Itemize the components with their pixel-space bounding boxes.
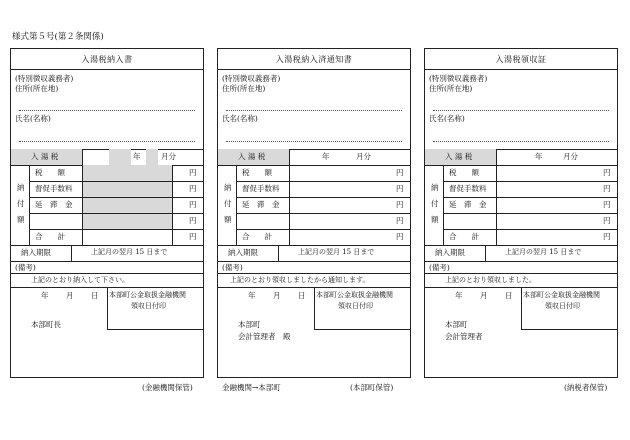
address-label: 住所(所在地) — [222, 84, 266, 93]
bank-stamp-label: 本部町公金取扱金融機関 — [523, 291, 600, 299]
remark-text: 上記のとおり納入して下さい。 — [31, 276, 129, 284]
address-line — [19, 110, 195, 111]
yen-unit: 円 — [396, 200, 404, 209]
amount-char: 額 — [17, 215, 25, 224]
slip-title: 入湯税領収証 — [495, 55, 547, 64]
yen-unit: 円 — [189, 200, 197, 209]
receipt-date-stamp-label: 領収日付印 — [545, 302, 580, 310]
remark-text: 上記のとおり領収しましたから通知します。 — [230, 276, 370, 284]
address-label: 住所(所在地) — [15, 84, 59, 93]
name-label: 氏名(名称) — [222, 114, 258, 123]
row-label: 延 滞 金 — [35, 200, 73, 209]
yen-unit: 円 — [189, 168, 197, 177]
due-label: 納入期限 — [21, 248, 51, 257]
name-label: 氏名(名称) — [429, 114, 465, 123]
slip-title: 入湯税納入書 — [81, 55, 133, 64]
signer-line: 会計管理者 — [445, 332, 483, 341]
date-year: 年 — [248, 291, 256, 300]
row-label: 督促手数料 — [35, 184, 73, 193]
name-label: 氏名(名称) — [15, 114, 51, 123]
date-day: 日 — [298, 291, 306, 300]
due-text: 上記月の翌月 15 日まで — [298, 248, 375, 256]
date-year: 年 — [455, 291, 463, 300]
receipt-date-stamp-label: 領収日付印 — [131, 302, 166, 310]
taxpayer-label: (特別徴収義務者) — [222, 74, 281, 83]
date-month: 月 — [273, 291, 281, 300]
month-period-label: 月分 — [356, 152, 371, 161]
row-label: 延 滞 金 — [449, 200, 487, 209]
name-line — [19, 141, 195, 142]
bank-stamp-label: 本部町公金取扱金融機関 — [109, 291, 186, 299]
row-label: 税 額 — [35, 168, 65, 177]
due-label: 納入期限 — [228, 248, 258, 257]
amount-char: 額 — [224, 215, 232, 224]
taxpayer-label: (特別徴収義務者) — [429, 74, 488, 83]
yen-unit: 円 — [603, 232, 611, 241]
date-month: 月 — [480, 291, 488, 300]
divider — [11, 69, 203, 70]
yen-unit: 円 — [396, 232, 404, 241]
yen-unit: 円 — [396, 216, 404, 225]
taxpayer-label: (特別徴収義務者) — [15, 74, 74, 83]
amount-char: 付 — [431, 199, 439, 208]
date-day: 日 — [505, 291, 513, 300]
slip-receipt — [424, 48, 618, 378]
remarks-label: (備考) — [222, 263, 243, 272]
footer-storage-note: (納税者保管) — [564, 383, 608, 392]
amount-char: 納 — [224, 183, 232, 192]
date-day: 日 — [91, 291, 99, 300]
amount-char: 額 — [431, 215, 439, 224]
row-label: 合 計 — [449, 232, 479, 241]
yen-unit: 円 — [603, 216, 611, 225]
yen-unit: 円 — [603, 184, 611, 193]
due-label: 納入期限 — [435, 248, 465, 257]
date-year: 年 — [41, 291, 49, 300]
due-text: 上記月の翌月 15 日まで — [91, 248, 168, 256]
form-number: 様式第５号(第２条関係) — [12, 32, 104, 42]
yen-unit: 円 — [189, 216, 197, 225]
yen-unit: 円 — [603, 200, 611, 209]
slip-payment-form — [10, 48, 204, 378]
slip-title: 入湯税納入済通知書 — [275, 55, 353, 64]
slip-payment-notice — [217, 48, 411, 378]
yen-unit: 円 — [396, 168, 404, 177]
date-month: 月 — [66, 291, 74, 300]
row-label: 税 額 — [242, 168, 272, 177]
amount-char: 付 — [224, 199, 232, 208]
bank-stamp-label: 本部町公金取扱金融機関 — [316, 291, 393, 299]
year-label: 年 — [322, 152, 330, 161]
signer-line: 会計管理者 殿 — [238, 332, 291, 341]
footer-storage-note: (金融機関保管) — [142, 383, 193, 392]
yen-unit: 円 — [603, 168, 611, 177]
yen-unit: 円 — [396, 184, 404, 193]
yen-unit: 円 — [189, 232, 197, 241]
receipt-date-stamp-label: 領収日付印 — [338, 302, 373, 310]
signer-line: 本部町 — [238, 320, 261, 329]
amount-char: 納 — [431, 183, 439, 192]
amount-char: 付 — [17, 199, 25, 208]
tax-label: 入 湯 税 — [31, 152, 59, 161]
due-text: 上記月の翌月 15 日まで — [505, 248, 582, 256]
row-label: 合 計 — [35, 232, 65, 241]
footer-routing-note: 金融機関→本部町 — [222, 383, 281, 392]
tax-label: 入 湯 税 — [445, 152, 473, 161]
address-label: 住所(所在地) — [429, 84, 473, 93]
year-label: 年 — [133, 152, 141, 161]
yen-unit: 円 — [189, 184, 197, 193]
row-label: 延 滞 金 — [242, 200, 280, 209]
remarks-label: (備考) — [15, 263, 36, 272]
tax-label: 入 湯 税 — [238, 152, 266, 161]
amount-char: 納 — [17, 183, 25, 192]
row-label: 合 計 — [242, 232, 272, 241]
row-label: 督促手数料 — [242, 184, 280, 193]
signer-line: 本部町 — [445, 320, 468, 329]
row-label: 税 額 — [449, 168, 479, 177]
year-label: 年 — [535, 152, 543, 161]
month-period-label: 月分 — [563, 152, 578, 161]
remark-text: 上記のとおり領収しました。 — [445, 276, 536, 284]
row-label: 督促手数料 — [449, 184, 487, 193]
footer-storage-note: (本部町保管) — [350, 383, 394, 392]
remarks-label: (備考) — [429, 263, 450, 272]
signer-line: 本部町長 — [31, 320, 61, 329]
month-period-label: 月分 — [161, 152, 176, 161]
